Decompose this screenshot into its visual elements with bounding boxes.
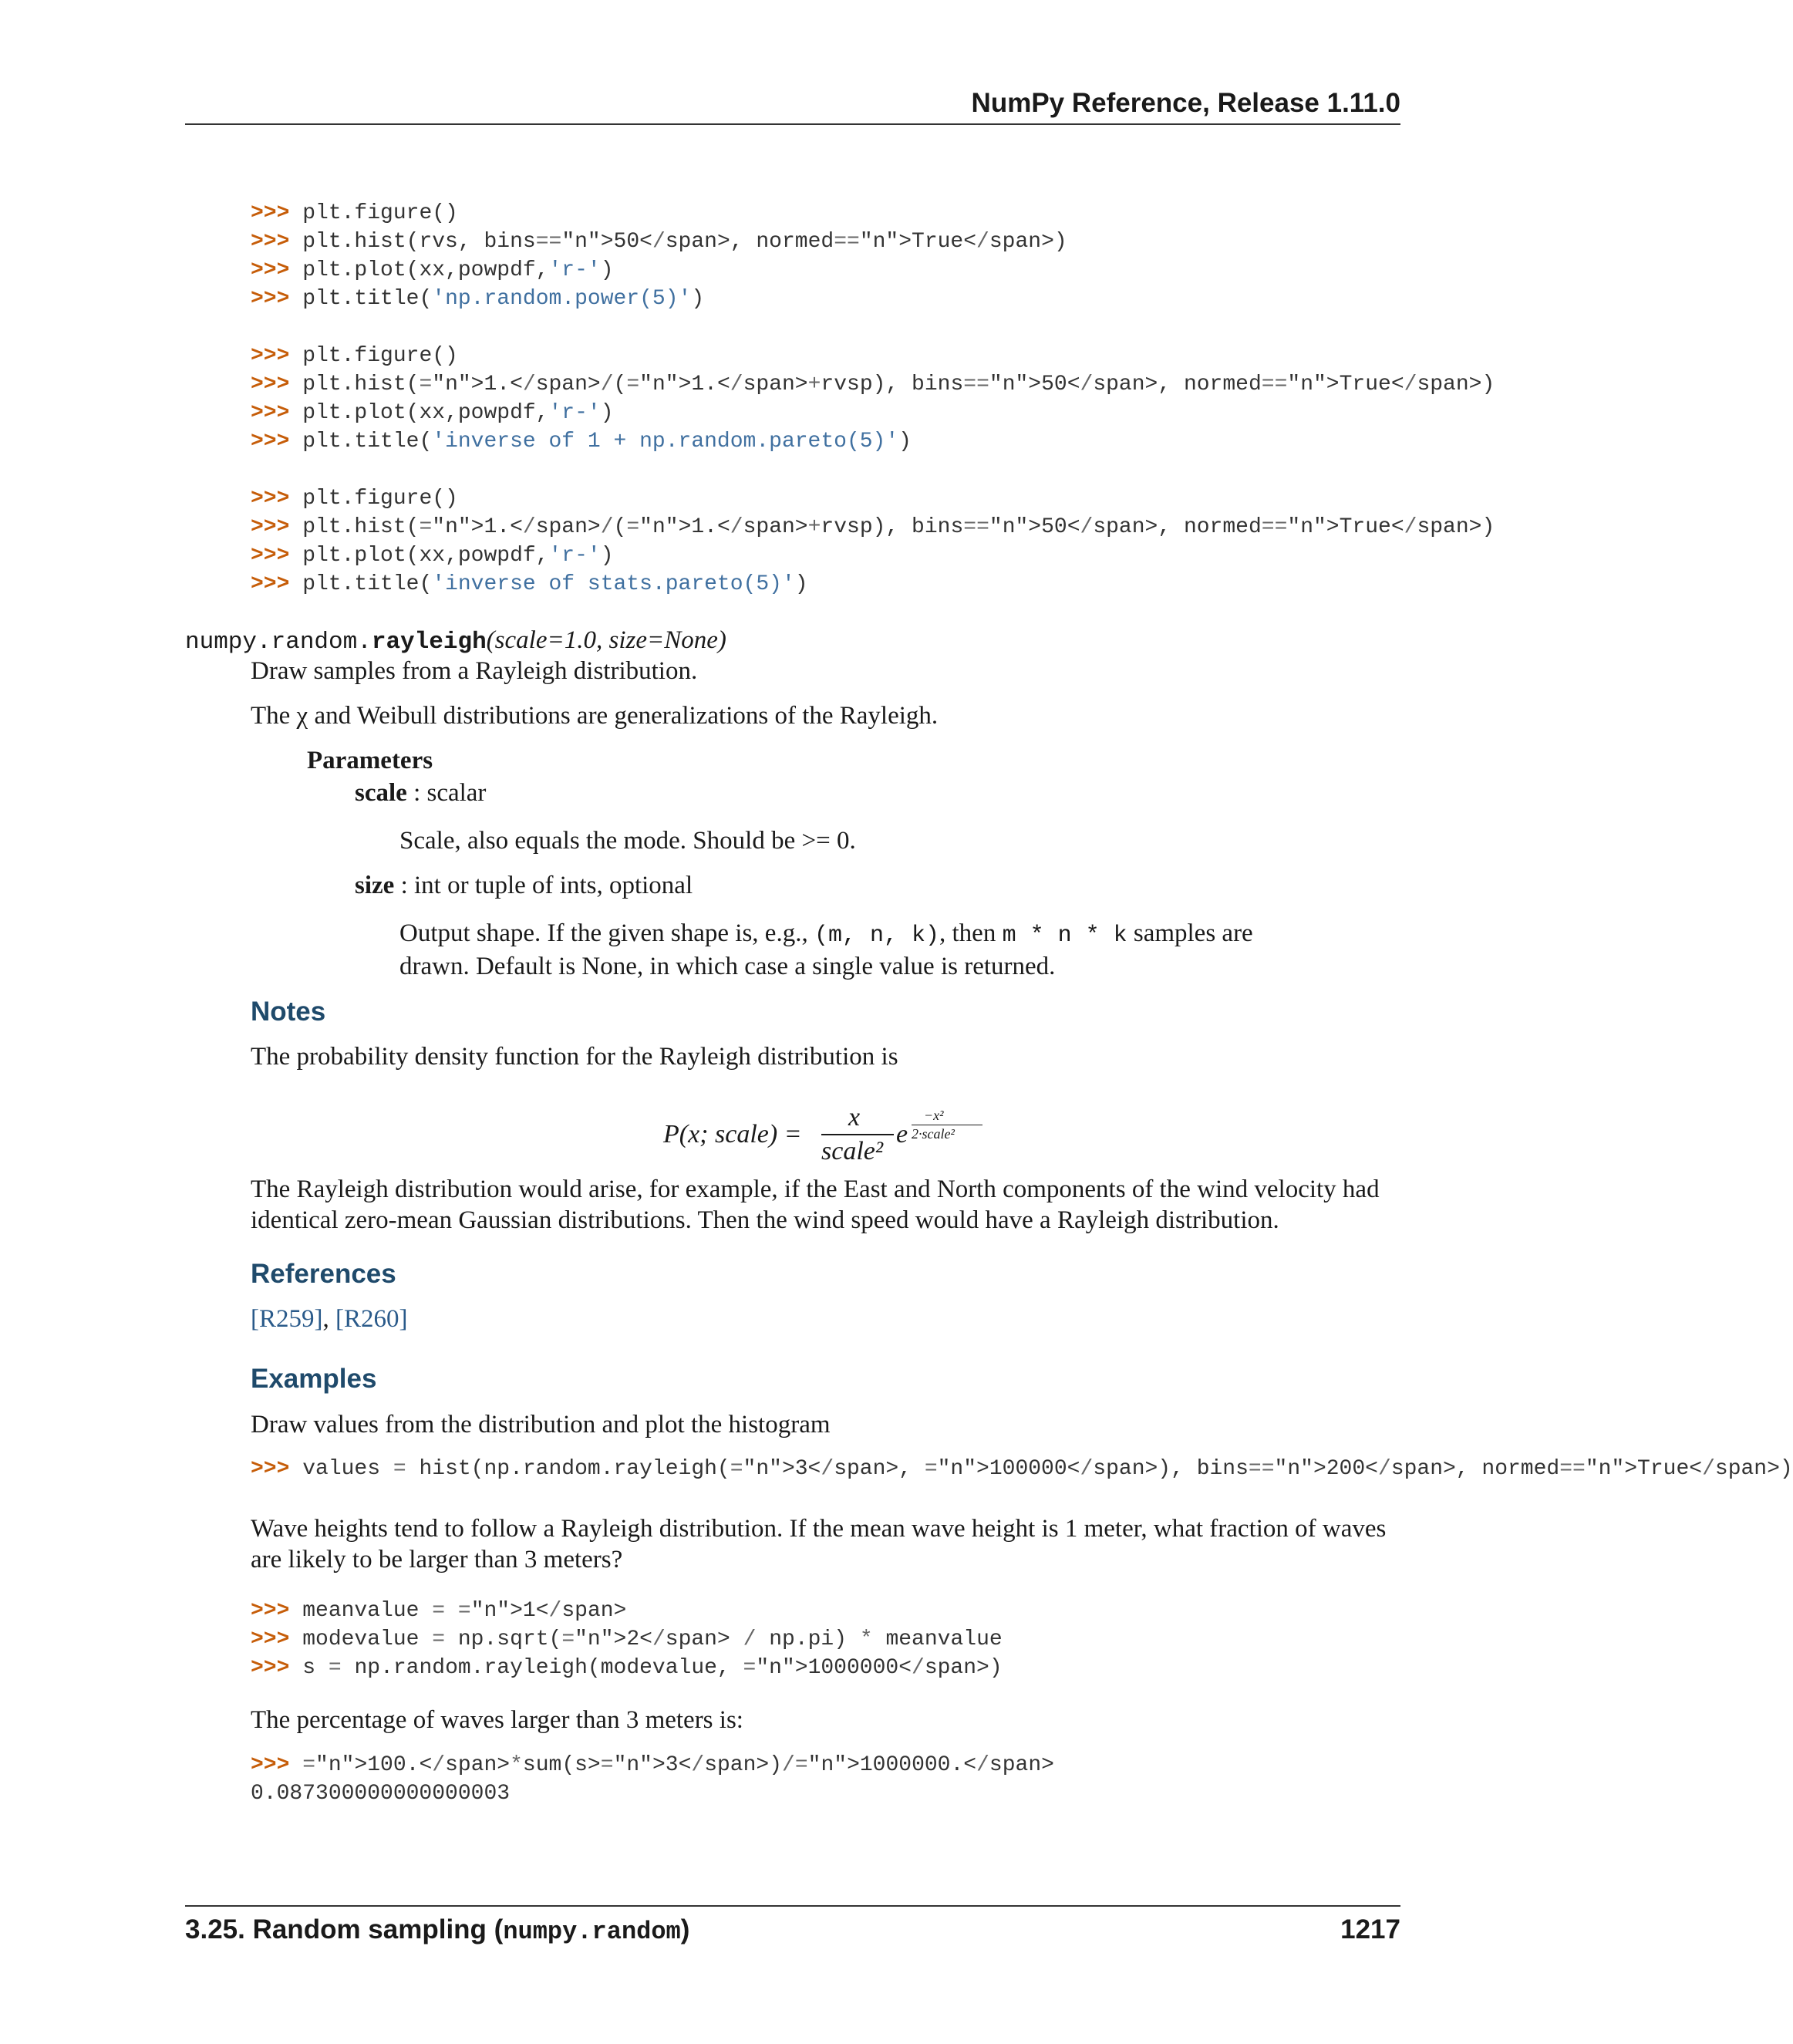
code-line: >>> plt.figure() [251, 487, 458, 511]
function-signature [185, 626, 726, 656]
footer-section-mono: numpy.random [503, 1918, 681, 1946]
notes-text-2-line2: identical zero-mean Gaussian distributions. Then the wind speed would have a Rayleigh distribution. [251, 1206, 1279, 1234]
formula-exp-denominator: 2·scale² [912, 1126, 955, 1142]
references-list [251, 1304, 1407, 1334]
header-title: NumPy Reference, Release 1.11.0 [971, 88, 1400, 118]
formula-numerator: x [848, 1103, 861, 1132]
code-line: >>> plt.figure() [251, 201, 458, 225]
code-line: >>> modevalue = np.sqrt(="n">2</span> / np.pi) * meanvalue [251, 1627, 1003, 1651]
formula-exp-numerator: −x² [924, 1108, 944, 1123]
code-line: >>> plt.hist(="n">1.</span>/(="n">1.</span>+rvsp), bins=="n">50</span>, normed=="n">True</span>) [251, 373, 1495, 396]
code-line: >>> meanvalue = ="n">1</span> [251, 1599, 627, 1623]
examples-text-2 [251, 1513, 1407, 1575]
code-line: >>> plt.plot(xx,powpdf,'r-') [251, 258, 614, 282]
formula-denominator: scale² [821, 1137, 884, 1165]
param-scale-name: scale [355, 779, 407, 807]
signature-args: (scale=1.0, size=None) [486, 626, 726, 654]
reference-link-r259[interactable]: [R259] [251, 1305, 323, 1333]
pdf-formula [663, 1103, 987, 1165]
examples-text-3: The percentage of waves larger than 3 meters is: [251, 1706, 743, 1734]
param-size-desc-line2: drawn. Default is None, in which case a single value is returned. [399, 953, 1056, 980]
param-size-name: size [355, 872, 395, 899]
notes-text-1: The probability density function for the Rayleigh distribution is [251, 1043, 898, 1071]
footer-section-prefix: 3.25. Random sampling ( [185, 1914, 504, 1944]
page-number: 1217 [1340, 1914, 1400, 1944]
code-line: >>> plt.plot(xx,powpdf,'r-') [251, 544, 614, 568]
code-line: >>> s = np.random.rayleigh(modevalue, ="n">1000000</span>) [251, 1656, 1003, 1680]
param-scale [355, 779, 486, 808]
param-scale-desc: Scale, also equals the mode. Should be >= 0. [399, 827, 856, 855]
example-code-1 [251, 1455, 1793, 1483]
code-line: >>> plt.title('inverse of 1 + np.random.pareto(5)') [251, 430, 912, 454]
code-line: >>> values = hist(np.random.rayleigh(="n">3</span>, ="n">100000</span>), bins=="n">200</span>, normed=="n">True</span>) [251, 1457, 1793, 1481]
example-code-3 [251, 1751, 1054, 1808]
description-text: The χ and Weibull distributions are generalizations of the Rayleigh. [251, 702, 939, 730]
param-size [355, 872, 693, 900]
examples-heading: Examples [251, 1364, 377, 1394]
code-line: >>> plt.title('np.random.power(5)') [251, 287, 705, 311]
notes-text-2-line1: The Rayleigh distribution would arise, for example, if the East and North components of the wind velocity had [251, 1175, 1380, 1203]
signature-name: rayleigh [371, 629, 487, 656]
footer-section-title [185, 1914, 689, 1946]
formula-fraction-bar [821, 1134, 894, 1135]
param-size-desc [399, 918, 1402, 982]
param-size-type: : int or tuple of ints, optional [394, 872, 693, 899]
code-line: >>> plt.hist(="n">1.</span>/(="n">1.</span>+rvsp), bins=="n">50</span>, normed=="n">True</span>) [251, 515, 1495, 539]
param-scale-type: : scalar [406, 779, 487, 807]
references-separator: , [322, 1305, 335, 1333]
parameters-label: Parameters [307, 747, 433, 774]
notes-heading: Notes [251, 997, 326, 1027]
notes-text-2 [251, 1174, 1407, 1236]
param-size-desc-b: , then [939, 919, 1003, 947]
references-heading: References [251, 1259, 396, 1289]
code-block-2 [251, 342, 1495, 456]
formula-exp-base: e [896, 1120, 908, 1148]
code-block-3 [251, 484, 1495, 599]
formula-lhs: P(x; scale) = [663, 1120, 802, 1148]
param-size-code2: m * n * k [1002, 922, 1127, 949]
code-line: >>> plt.hist(rvs, bins=="n">50</span>, normed=="n">True</span>) [251, 230, 1067, 254]
code-line: >>> ="n">100.</span>*sum(s>="n">3</span>)/="n">1000000.</span> [251, 1753, 1054, 1777]
param-size-code1: (m, n, k) [814, 922, 939, 949]
code-block-1 [251, 199, 1067, 313]
example-code-2 [251, 1597, 1003, 1682]
examples-text-1: Draw values from the distribution and plot the histogram [251, 1411, 831, 1439]
reference-link-r260[interactable]: [R260] [335, 1305, 408, 1333]
code-line: >>> plt.title('inverse of stats.pareto(5)') [251, 572, 808, 596]
footer-section-suffix: ) [680, 1914, 690, 1944]
page-header [185, 86, 1400, 125]
footer-rule [185, 1905, 1400, 1907]
code-line: >>> plt.figure() [251, 344, 458, 368]
summary-text: Draw samples from a Rayleigh distribution. [251, 657, 698, 685]
code-output: 0.087300000000000003 [251, 1782, 511, 1806]
examples-text-2-line2: are likely to be larger than 3 meters? [251, 1546, 623, 1573]
code-line: >>> plt.plot(xx,powpdf,'r-') [251, 401, 614, 425]
signature-module: numpy.random. [185, 629, 372, 656]
param-size-desc-c: samples are [1127, 919, 1253, 947]
param-size-desc-a: Output shape. If the given shape is, e.g., [399, 919, 814, 947]
examples-text-2-line1: Wave heights tend to follow a Rayleigh distribution. If the mean wave height is 1 meter, what fraction of waves [251, 1515, 1387, 1543]
